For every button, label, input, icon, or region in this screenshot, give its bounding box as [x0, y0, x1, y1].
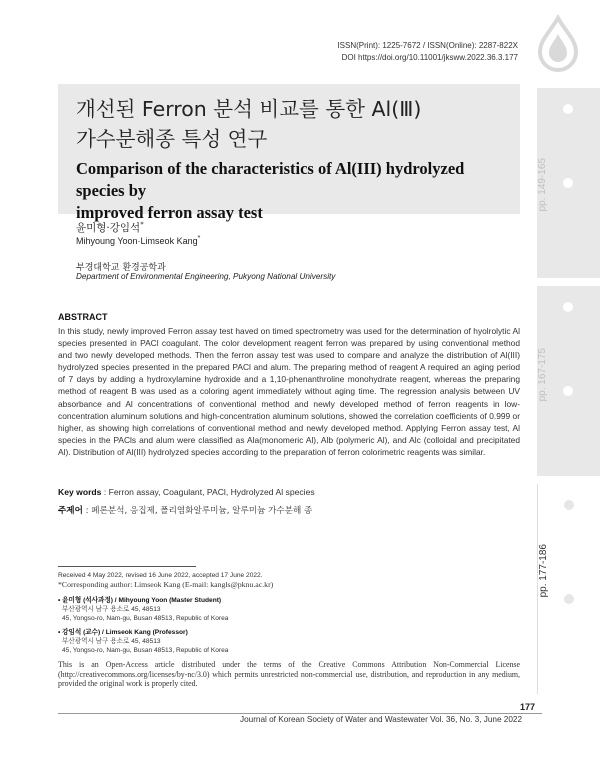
tab-dot	[564, 500, 574, 510]
authors-english	[76, 235, 200, 246]
journal-citation: Journal of Korean Society of Water and Wastewater Vol. 36, No. 3, June 2022	[240, 715, 523, 724]
received-dates: Received 4 May 2022, revised 16 June 2022, accepted 17 June 2022.	[58, 572, 263, 579]
doi-text: DOI https://doi.org/10.11001/jksww.2022.36.3.177	[341, 53, 518, 62]
authors-english-names: Mihyoung Yoon·Limseok Kang	[76, 236, 198, 246]
english-title-line: improved ferron assay test	[76, 203, 263, 222]
side-tab-1	[537, 88, 600, 278]
keywords-text-korean: : 페론분석, 응집제, 폴리염화알루미늄, 알루미늄 가수분해 종	[85, 506, 313, 516]
keywords-label: Key words	[58, 487, 102, 497]
page-number: 177	[520, 702, 536, 712]
author2-name: • 강임석 (교수) / Limseok Kang (Professor)	[58, 629, 188, 636]
side-tab-label: pp. 149-165	[537, 158, 548, 212]
korean-title	[76, 94, 506, 154]
korean-title-line: 개선된 Ferron 분석 비교를 통한 Al(Ⅲ)	[76, 97, 422, 121]
issn-text: ISSN(Print): 1225-7672 / ISSN(Online): 2287-822X	[337, 41, 518, 50]
author1-address-korean: 부산광역시 남구 용소로 45, 48513	[62, 606, 161, 613]
footer-rule	[58, 713, 542, 714]
side-tab-2	[537, 286, 600, 476]
journal-logo-icon	[528, 14, 588, 74]
keywords-english	[58, 487, 315, 497]
tab-dot	[563, 104, 573, 114]
affiliation-english: Department of Environmental Engineering, Pukyong National University	[76, 272, 336, 281]
author2-address-korean: 부산광역시 남구 용소로 45, 48513	[62, 638, 161, 645]
authors-korean-names: 윤미형·강임석	[76, 222, 141, 234]
corresponding-star: *	[197, 235, 201, 242]
side-tab-label: pp. 167-175	[537, 348, 548, 402]
keywords-label-korean: 주제어	[58, 506, 83, 516]
author2-address-english: 45, Yongso-ro, Nam-gu, Busan 48513, Republic of Korea	[62, 647, 229, 654]
affiliation-korean: 부경대학교 환경공학과	[76, 263, 166, 273]
author1-name: • 윤미형 (석사과정) / Mihyoung Yoon (Master Student)	[58, 597, 222, 604]
english-title-line: Comparison of the characteristics of Al(III) hydrolyzed species by	[76, 159, 465, 200]
authors-korean	[76, 220, 144, 235]
license-text: This is an Open-Access article distributed under the terms of the Creative Commons Attribution Non-Commercial License (http://creativecommons.org/licenses/by-nc/3.0) which permits unrestricted non-commercial use, distribution, and reproduction in any medium, provided the original work is properly cited.	[58, 660, 520, 689]
abstract-heading: ABSTRACT	[58, 312, 108, 322]
keywords-text: : Ferron assay, Coagulant, PACl, Hydrolyzed Al species	[103, 487, 315, 497]
article-meta	[318, 40, 518, 64]
keywords-korean	[58, 504, 312, 516]
corresponding-star: *	[140, 220, 144, 229]
corresponding-author: *Corresponding author: Limseok Kang (E-mail: kangls@pknu.ac.kr)	[58, 580, 274, 589]
english-title	[76, 158, 516, 224]
footnote-rule	[58, 566, 196, 567]
abstract-body: In this study, newly improved Ferron assay test haved on timed spectrometry was used for the determination of hyolrolytic Al species presented in PACl coagulant. The color development reagent ferron was prepared by using conventional method and two newly developed methods. Then the ferron assay test was used to compare and analyze the distribution of Al(III) hydrolyzed species presented in the prepared PACl and alum. The preparing method of reagent A required an aging period of 7 days by adding a hydroxylamine hydroxide and a 1,10-phenanthroline monohydrate reagent, whereas the preparing method of reagent B was used as a coloring agent immediately without aging time. The regression analysis between UV absorbance and Al concentrations of conventional method and newly developed method of ferron reagents in low-concentration aluminum solutions and high-concentration aluminum solutions, showed the correlation coefficients of 0.999 or higher, as showing high correlations of conventional method and newly developed method. Applying Ferron assay test, Al species in the PACls and alum were classified as Ala(monomeric Al), Alb (polymeric Al), and Alc (colloidal and precipitated Al). Distribution of Al(III) hydrolyzed species according to the preparation of ferron colorimetric reagents was similar.	[58, 326, 520, 457]
tab-dot	[563, 302, 573, 312]
korean-title-line: 가수분해종 특성 연구	[76, 127, 268, 151]
author1-address-english: 45, Yongso-ro, Nam-gu, Busan 48513, Republic of Korea	[62, 615, 229, 622]
side-tab-3-current	[537, 484, 600, 694]
side-tab-label: pp. 177-186	[538, 544, 549, 598]
